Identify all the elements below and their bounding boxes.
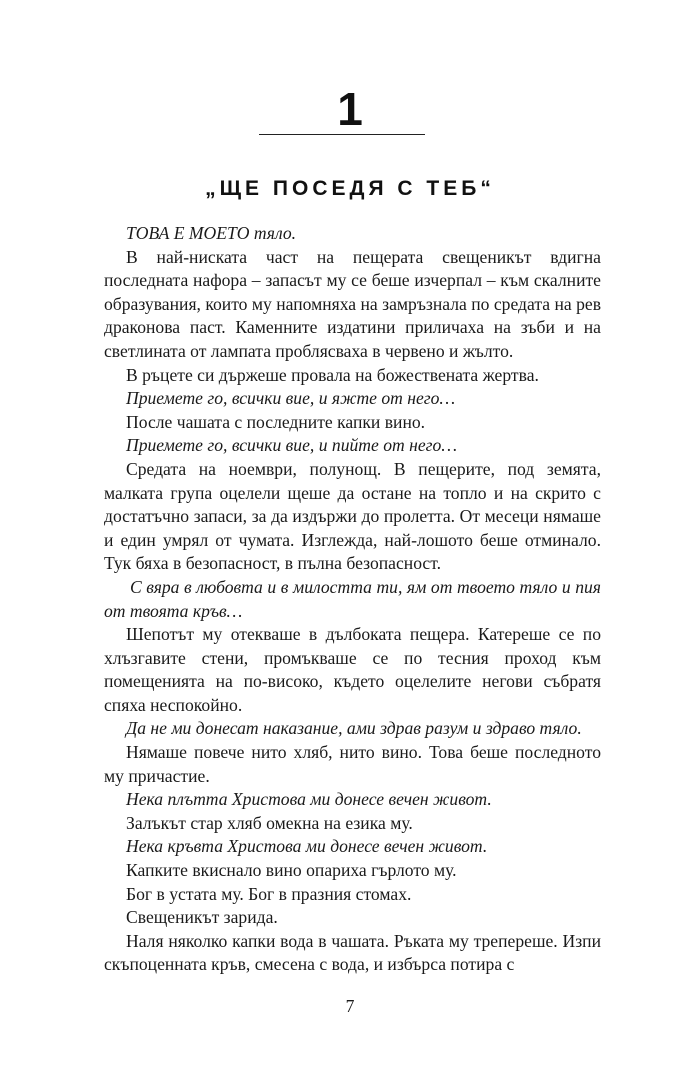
chapter-divider bbox=[259, 134, 425, 135]
paragraph: Шепотът му отекваше в дълбоката пещера. Катереше се по хлъзгавите стени, промъкваше се по тесния проход към помещенията на по-високо, където оцелелите негови събратя спяха неспокойно. bbox=[104, 624, 601, 715]
paragraph: Нека плътта Христова ми донесе вечен живот. bbox=[126, 789, 492, 810]
paragraph: Бог в устата му. Бог в празния стомах. bbox=[126, 883, 412, 904]
paragraph: После чашата с последните капки вино. bbox=[126, 411, 426, 432]
paragraph: В ръцете си държеше провала на божествената жертва. bbox=[126, 364, 539, 385]
paragraph: Приемете го, всички вие, и яжте от него… bbox=[126, 388, 456, 409]
paragraph: В най-ниската част на пещерата свещеникът вдигна последната нафора – запасът му се беше изчерпал – към скалните образувания, които му напомняха на замръзнала по средата на рев драконова паст. Каменните издатини приличаха на зъби и на светлината от лампата проблясваха в червено и жълто. bbox=[104, 246, 601, 361]
paragraph: Нямаше повече нито хляб, нито вино. Това беше последното му причастие. bbox=[104, 742, 601, 786]
paragraph: Да не ми донесат наказание, ами здрав разум и здраво тяло. bbox=[126, 718, 582, 739]
paragraph: Наля няколко капки вода в чашата. Ръката му трепереше. Изпи скъпоценната кръв, смесена с вода, и избърса потира с bbox=[104, 930, 601, 975]
body-text bbox=[104, 222, 601, 977]
page-number: 7 bbox=[345, 996, 355, 1016]
paragraph: Приемете го, всички вие, и пийте от него… bbox=[126, 435, 457, 456]
chapter-number: 1 bbox=[337, 83, 363, 135]
chapter-title: „ЩЕ ПОСЕДЯ С ТЕБ“ bbox=[205, 177, 495, 200]
paragraph: ТОВА Е МОЕТО тяло. bbox=[126, 223, 297, 243]
paragraph: С вяра в любовта и в милостта ти, ям от твоето тяло и пия от твоята кръв… bbox=[104, 576, 601, 621]
paragraph: Нека кръвта Христова ми донесе вечен живот. bbox=[126, 836, 488, 857]
paragraph: Капките вкиснало вино опариха гърлото му. bbox=[126, 860, 457, 881]
paragraph: Свещеникът зарида. bbox=[126, 907, 278, 928]
paragraph: Залъкът стар хляб омекна на езика му. bbox=[126, 812, 413, 833]
paragraph: Средата на ноември, полунощ. В пещерите, под земята, малката група оцелели щеше да остане на топло и на скрито с достатъчно запаси, за да издържи до пролетта. От месеци нямаше и един умрял от чумата. Изглежда, най-лошото беше отминало. Тук бяха в безопасност, в пълна безопасност. bbox=[104, 458, 601, 574]
